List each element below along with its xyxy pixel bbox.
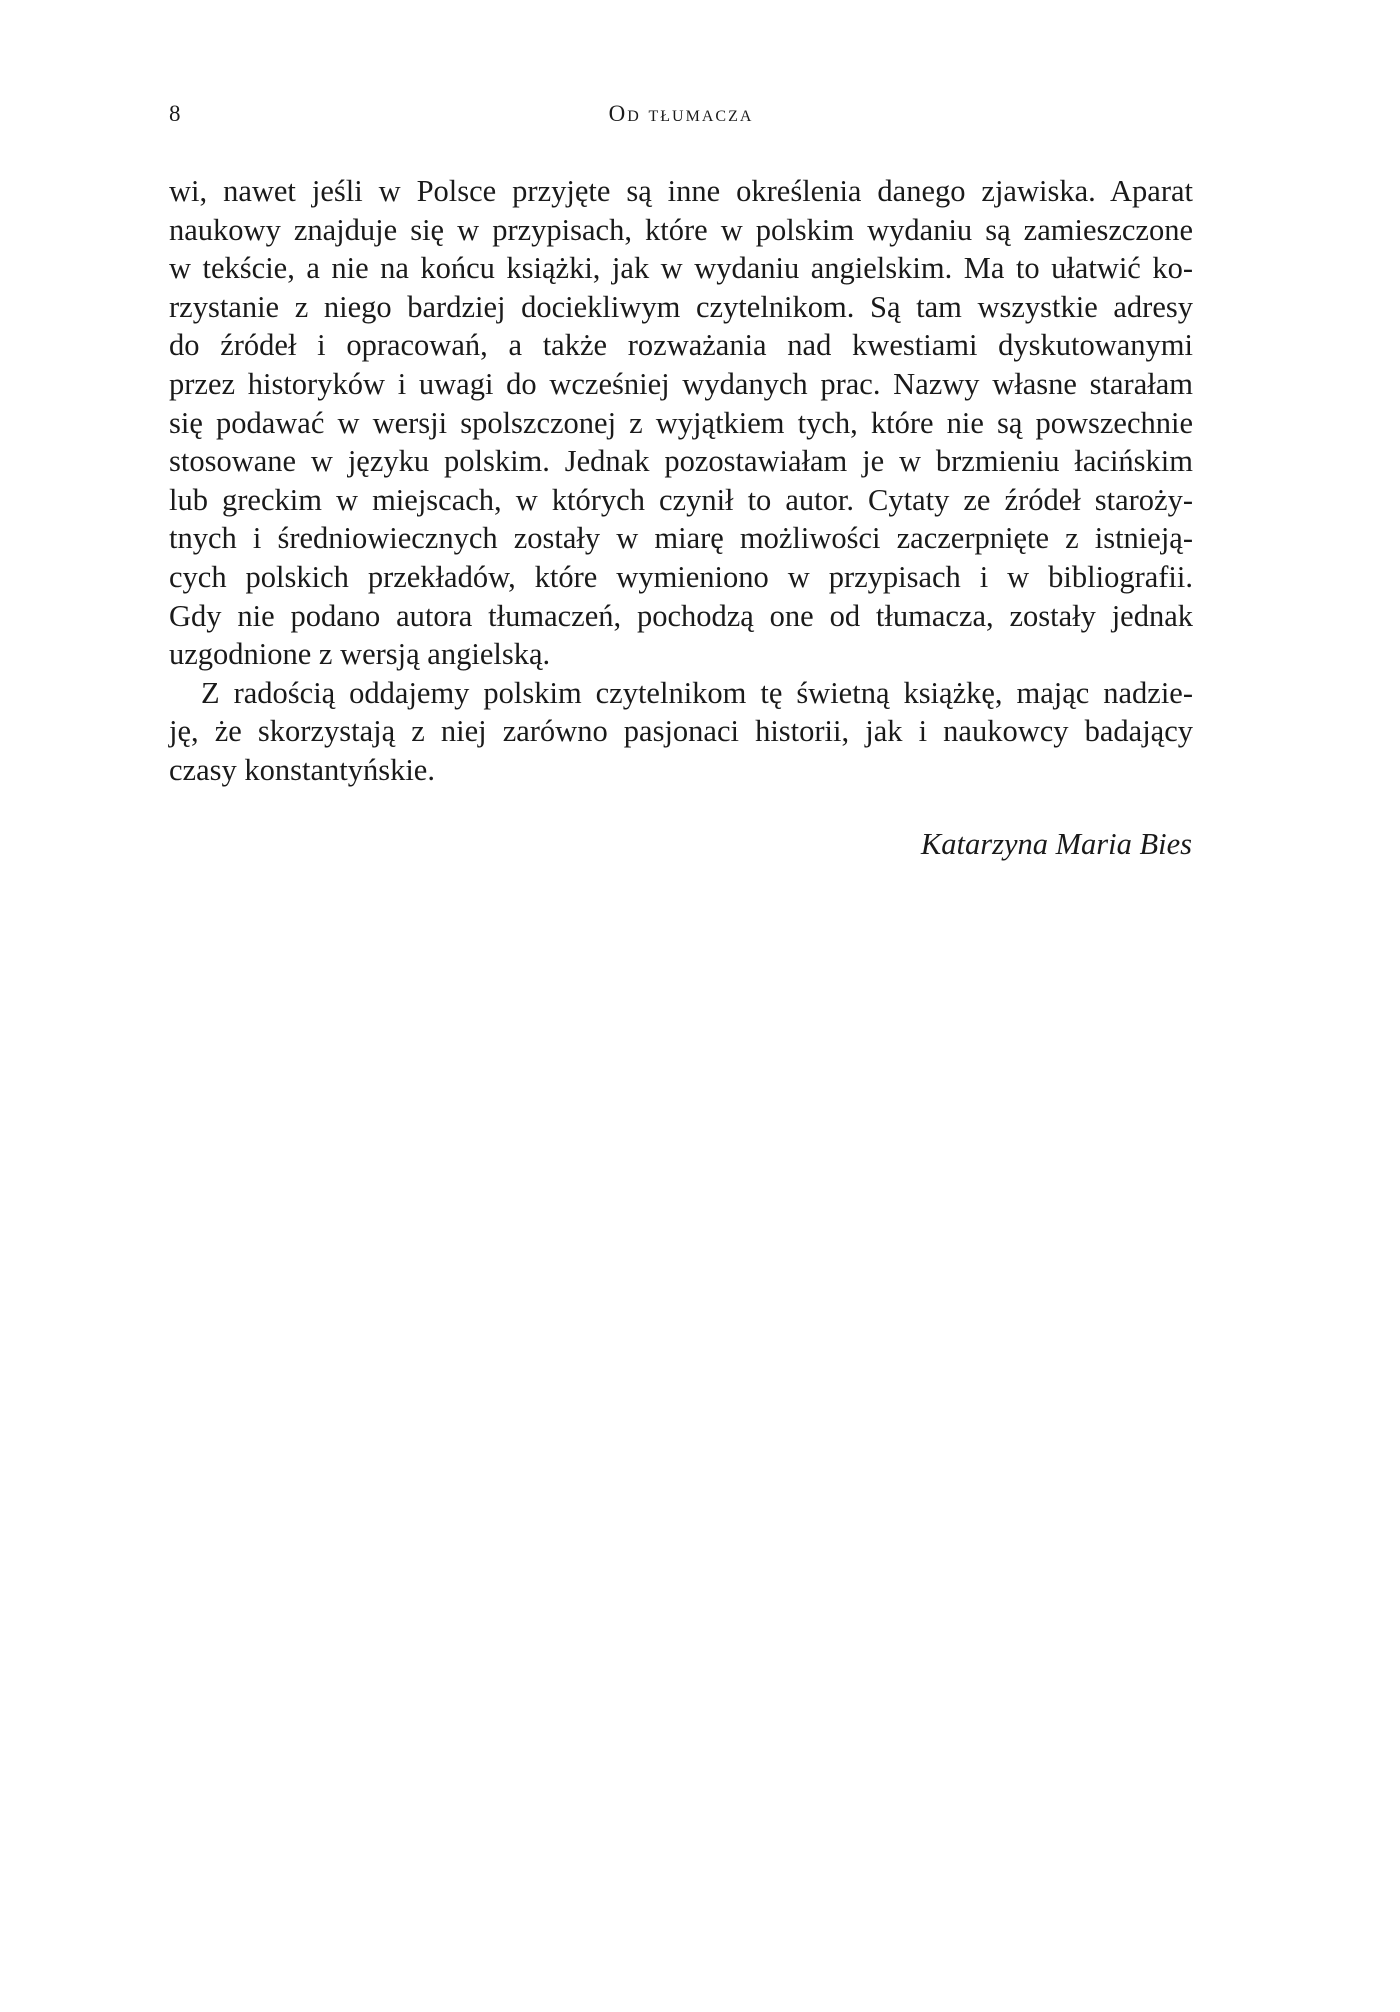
text-line: w tekście, a nie na końcu książki, jak w wydaniu angielskim. Ma to ułatwić ko- [169,251,1193,286]
text-line: się podawać w wersji spolszczonej z wyjątkiem tych, które nie są powszechnie [169,405,1193,440]
text-line: stosowane w języku polskim. Jednak pozostawiałam je w brzmieniu łacińskim [169,444,1193,479]
paragraph-1 [169,172,1193,674]
text-line: rzystanie z niego bardziej dociekliwym czytelnikom. Są tam wszystkie adresy [169,289,1193,324]
body-text [169,172,1193,790]
text-line: czasy konstantyńskie. [169,752,435,787]
text-line: do źródeł i opracowań, a także rozważania nad kwestiami dyskutowanymi [169,328,1193,363]
text-line: wi, nawet jeśli w Polsce przyjęte są inne określenia danego zjawiska. Aparat [169,174,1193,208]
text-line: lub greckim w miejscach, w których czynił to autor. Cytaty ze źródeł staroży- [169,482,1193,517]
page-header [169,101,1193,135]
text-line: Z radością oddajemy polskim czytelnikom tę świetną książkę, mając nadzie- [201,675,1193,710]
running-head: Od tłumacza [608,101,754,126]
text-line: uzgodnione z wersją angielską. [169,637,551,672]
page-number: 8 [169,101,181,126]
translator-signature: Katarzyna Maria Bies [920,827,1192,861]
paragraph-2 [169,674,1193,790]
text-line: przez historyków i uwagi do wcześniej wydanych prac. Nazwy własne starałam [169,366,1193,401]
text-line: Gdy nie podano autora tłumaczeń, pochodzą one od tłumacza, zostały jednak [169,598,1193,633]
text-line: naukowy znajduje się w przypisach, które w polskim wydaniu są zamieszczone [169,212,1193,247]
text-line: tnych i średniowiecznych zostały w miarę możliwości zaczerpnięte z istnieją- [169,521,1193,556]
text-line: cych polskich przekładów, które wymieniono w przypisach i w bibliografii. [169,559,1193,594]
text-line: ję, że skorzystają z niej zarówno pasjonaci historii, jak i naukowcy badający [169,714,1193,749]
